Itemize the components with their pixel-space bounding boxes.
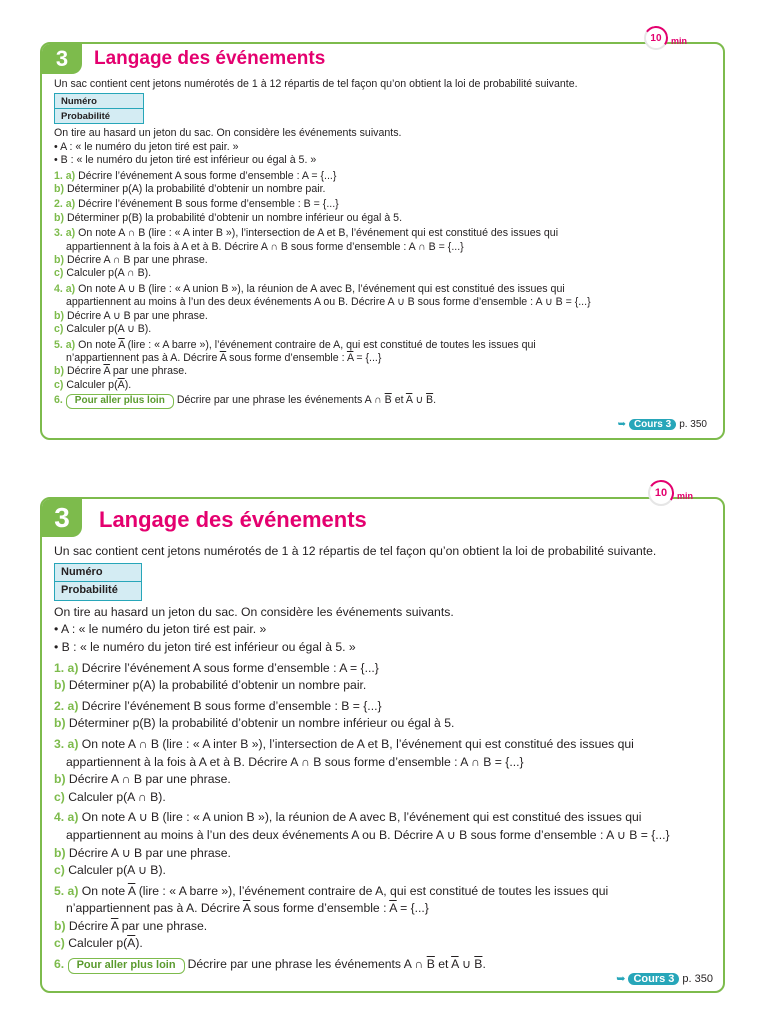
pour-aller-plus-loin-badge: Pour aller plus loin <box>68 958 185 974</box>
timer-badge <box>648 480 693 506</box>
question-3a <box>54 227 713 240</box>
question-number: b) <box>54 678 66 693</box>
question-text: Calculer p(A ∪ B). <box>68 863 166 878</box>
page-reference: p. 350 <box>682 972 713 985</box>
timer-unit: min <box>676 491 693 501</box>
question-5a: 5. a) On note $\overline{A}$ (lire : « A barre »), l’événement contraire de A, qui est constitué de toutes les issues qui <box>54 883 609 898</box>
question-number: c) <box>54 267 64 280</box>
question-text: Décrire A ∩ B par une phrase. <box>66 254 208 267</box>
question-number: c) <box>54 378 64 391</box>
question-5c: c) Calculer $p(\overline{A})$. <box>54 378 132 391</box>
question-number: b) <box>54 845 66 860</box>
question-3b <box>54 254 713 267</box>
text-line: On tire au hasard un jeton du sac. On considère les événements suivants. <box>54 604 454 619</box>
question-number: b) <box>54 716 66 731</box>
event-b-definition: • B : « le numéro du jeton tiré est inférieur ou égal à 5. » <box>54 639 356 654</box>
question-2b <box>54 715 713 733</box>
question-5b: b) Décrire $\overline{A}$ par une phrase. <box>54 918 208 933</box>
probability-table <box>54 93 144 124</box>
question-6: 6. Pour aller plus loin Décrire par une phrase les événements A ∩ $\overline{B}$ et $\overline{A}$ ∪ $\overline{B}$. <box>54 956 713 974</box>
question-4a-cont: appartiennent au moins à l’un des deux événements A ou B. Décrire A ∪ B sous forme d’ensemble : A ∪ B = {...} <box>66 296 591 309</box>
question-2a <box>54 198 713 211</box>
table-row-probabilities <box>55 109 144 124</box>
question-6: 6. Pour aller plus loin Décrire par une phrase les événements A ∩ $\overline{B}$ et $\overline{A}$ ∪ $\overline{B}$. <box>54 394 713 409</box>
intro-text: Un sac contient cent jetons numérotés de 1 à 12 répartis de tel façon qu’on obtient la loi de probabilité suivante. <box>54 544 657 558</box>
question-4a-cont: appartiennent au moins à l’un des deux événements A ou B. Décrire A ∪ B sous forme d’ensemble : A ∪ B = {...} <box>66 827 670 842</box>
question-text: On note A ∩ B (lire : « A inter B »), l’intersection de A et B, l’événement qui est constitué des issues qui <box>81 736 634 751</box>
question-number: 1. a) <box>54 169 76 182</box>
question-4b <box>54 310 713 323</box>
question-2a <box>54 698 713 716</box>
timer-icon <box>644 26 668 50</box>
exercise-body <box>54 543 713 974</box>
table-row-numbers <box>55 94 144 109</box>
question-number: 4. a) <box>54 282 76 295</box>
question-text: Décrire A ∪ B par une phrase. <box>66 309 208 322</box>
exercise-card-top <box>40 32 725 440</box>
cours-badge[interactable]: Cours 3 <box>629 419 676 430</box>
exercise-number: 3 <box>42 499 82 537</box>
question-number: 3. a) <box>54 227 76 240</box>
question-number: b) <box>54 918 66 933</box>
question-1a <box>54 170 713 183</box>
question-1b <box>54 183 713 196</box>
row-header-numero: Numéro <box>55 563 142 582</box>
text-line: On tire au hasard un jeton du sac. On considère les événements suivants. <box>54 127 402 140</box>
question-text: On note A ∪ B (lire : « A union B »), la réunion de A avec B, l’événement qui est constitué des issues qui <box>81 810 642 825</box>
arrow-icon: ➥ <box>616 973 626 985</box>
question-text: On note A ∩ B (lire : « A inter B »), l’intersection de A et B, l’événement qui est constitué des issues qui <box>78 227 559 240</box>
question-4c <box>54 323 713 336</box>
question-number: 2. a) <box>54 198 76 211</box>
question-number: 3. a) <box>54 736 79 751</box>
question-number: 2. a) <box>54 698 79 713</box>
question-3c <box>54 789 713 807</box>
question-5a-cont: n’appartiennent pas à A. Décrire $\overline{A}$ sous forme d’ensemble : $\overline{A}$ = {...} <box>66 901 429 916</box>
arrow-icon: ➥ <box>617 419 626 430</box>
question-number: 1. a) <box>54 660 79 675</box>
exercise-card-bottom <box>40 487 725 993</box>
exercise-number: 3 <box>42 44 82 74</box>
question-3a <box>54 736 713 754</box>
question-text: Déterminer p(A) la probabilité d’obtenir un nombre pair. <box>66 183 326 196</box>
row-header-numero: Numéro <box>55 94 144 109</box>
question-5a-cont: n’appartiennent pas à A. Décrire $\overline{A}$ sous forme d’ensemble : $\overline{A}$ = {...} <box>66 351 382 364</box>
question-4c <box>54 862 713 880</box>
exercise-title: Langage des événements <box>94 48 326 69</box>
table-row-probabilities <box>55 582 142 601</box>
question-2b <box>54 212 713 225</box>
question-number: 6. <box>54 394 63 407</box>
row-header-probabilite: Probabilité <box>55 109 144 124</box>
question-text: Décrire l’événement B sous forme d’ensemble : B = {...} <box>81 698 382 713</box>
timer-badge <box>644 26 687 50</box>
question-1a <box>54 660 713 678</box>
course-reference[interactable] <box>618 419 707 430</box>
question-1b <box>54 677 713 695</box>
probability-table <box>54 563 142 601</box>
question-number: 6. <box>54 957 65 972</box>
event-a-definition: • A : « le numéro du jeton tiré est pair. » <box>54 622 267 637</box>
question-number: 4. a) <box>54 810 79 825</box>
timer-icon <box>648 480 674 506</box>
question-text: Calculer p(A ∪ B). <box>66 323 152 336</box>
question-text: Décrire l’événement A sous forme d’ensemble : A = {...} <box>78 169 337 182</box>
question-number: b) <box>54 183 64 196</box>
question-4b <box>54 845 713 863</box>
question-4a <box>54 283 713 296</box>
question-number: b) <box>54 309 64 322</box>
question-number: b) <box>54 254 64 267</box>
row-header-probabilite: Probabilité <box>55 582 142 601</box>
question-text: Calculer p(A ∩ B). <box>68 789 166 804</box>
question-number: b) <box>54 365 64 378</box>
question-number: c) <box>54 323 64 336</box>
question-text: Décrire A ∪ B par une phrase. <box>68 845 231 860</box>
question-5b: b) Décrire $\overline{A}$ par une phrase. <box>54 365 188 378</box>
pour-aller-plus-loin-badge: Pour aller plus loin <box>66 394 174 409</box>
question-3b <box>54 771 713 789</box>
question-4a <box>54 809 713 827</box>
question-number: b) <box>54 772 66 787</box>
intro-text: Un sac contient cent jetons numérotés de 1 à 12 répartis de tel façon qu’on obtient la loi de probabilité suivante. <box>54 78 578 90</box>
exercise-title: Langage des événements <box>99 507 367 532</box>
course-reference[interactable] <box>616 972 713 985</box>
question-3c <box>54 267 713 280</box>
timer-value: 10 <box>650 32 662 44</box>
event-b-definition: • B : « le numéro du jeton tiré est inférieur ou égal à 5. » <box>54 154 317 167</box>
question-text: Calculer p(A ∩ B). <box>66 267 152 280</box>
question-text: Déterminer p(B) la probabilité d’obtenir un nombre inférieur ou égal à 5. <box>66 211 403 224</box>
timer-unit: min <box>670 36 687 46</box>
question-number: b) <box>54 211 64 224</box>
question-3a-cont: appartiennent à la fois à A et à B. Décrire A ∩ B sous forme d’ensemble : A ∩ B = {...} <box>66 240 464 253</box>
question-text: Décrire A ∩ B par une phrase. <box>68 772 231 787</box>
question-number: 5. a) <box>54 338 76 351</box>
table-row-numbers <box>55 563 142 582</box>
cours-badge[interactable]: Cours 3 <box>628 973 679 985</box>
question-number: c) <box>54 789 65 804</box>
question-text: Décrire l’événement B sous forme d’ensemble : B = {...} <box>78 198 339 211</box>
question-number: c) <box>54 863 65 878</box>
question-text: Décrire l’événement A sous forme d’ensemble : A = {...} <box>81 660 379 675</box>
question-text: Déterminer p(B) la probabilité d’obtenir un nombre inférieur ou égal à 5. <box>68 716 455 731</box>
question-text: On note A ∪ B (lire : « A union B »), la réunion de A avec B, l’événement qui est constitué des issues qui <box>78 282 565 295</box>
question-3a-cont: appartiennent à la fois à A et à B. Décrire A ∩ B sous forme d’ensemble : A ∩ B = {...} <box>66 754 524 769</box>
question-text: Déterminer p(A) la probabilité d’obtenir un nombre pair. <box>68 678 367 693</box>
question-number: c) <box>54 936 65 951</box>
page-reference: p. 350 <box>679 419 707 430</box>
question-5a: 5. a) On note $\overline{A}$ (lire : « A barre »), l’événement contraire de A, qui est constitué de toutes les issues qui <box>54 338 536 351</box>
question-number: 5. a) <box>54 883 79 898</box>
question-5c: c) Calculer $p(\overline{A})$. <box>54 936 143 951</box>
event-a-definition: • A : « le numéro du jeton tiré est pair. » <box>54 140 239 153</box>
exercise-body <box>54 78 713 409</box>
timer-value: 10 <box>654 487 668 499</box>
